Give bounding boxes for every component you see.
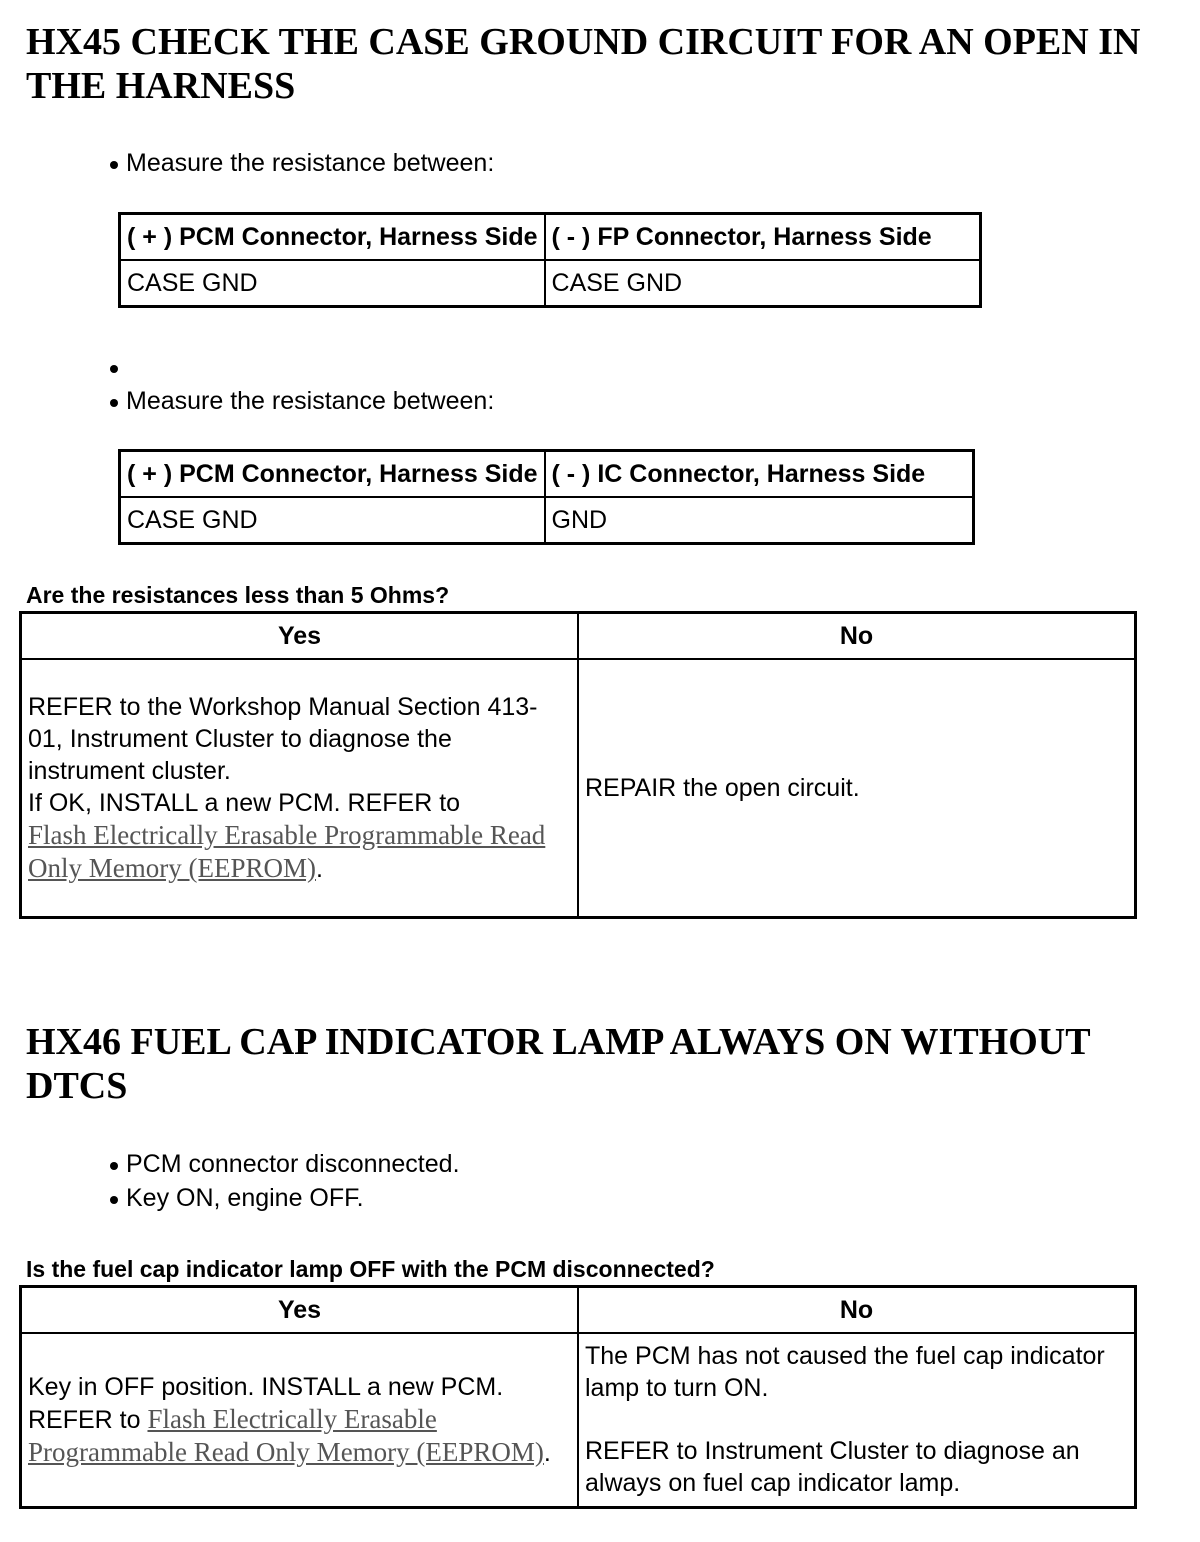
hx46-yes-cell (21, 1333, 579, 1507)
hx45-yes-end: . (315, 854, 323, 883)
hx46-no-text-1: The PCM has not caused the fuel cap indicator lamp to turn ON. (585, 1342, 1105, 1402)
hx45-answer-table (19, 611, 1137, 919)
hx45-bullet-measure-2: Measure the resistance between: (108, 384, 494, 418)
hx46-answer-table (19, 1285, 1137, 1509)
hx45-measure-table-1 (118, 212, 982, 308)
hx46-bullet-key: Key ON, engine OFF. (108, 1181, 460, 1215)
table2-header-pcm: ( + ) PCM Connector, Harness Side (120, 451, 545, 498)
hx46-question: Is the fuel cap indicator lamp OFF with the PCM disconnected? (26, 1256, 715, 1282)
hx45-title: HX45 CHECK THE CASE GROUND CIRCUIT FOR AN OPEN IN THE HARNESS (26, 21, 1141, 107)
hx46-no-text-2: REFER to Instrument Cluster to diagnose an always on fuel cap indicator lamp. (585, 1437, 1080, 1497)
hx46-bullets (108, 1147, 460, 1215)
hx46-bullet-pcm: PCM connector disconnected. (108, 1147, 460, 1181)
table2-cell-ic: GND (545, 497, 974, 544)
hx45-yes-text-1: REFER to the Workshop Manual Section 413-01, Instrument Cluster to diagnose the instrument cluster. (28, 692, 538, 785)
table2-header-ic: ( - ) IC Connector, Harness Side (545, 451, 974, 498)
hx45-question: Are the resistances less than 5 Ohms? (26, 582, 450, 608)
hx45-measure-table-2 (118, 449, 975, 545)
hx46-yes-text: Key in OFF position. INSTALL a new PCM. REFER to (28, 1372, 504, 1434)
hx46-eeprom-link[interactable]: Flash Electrically Erasable Programmable Read Only Memory (EEPROM) (28, 1403, 544, 1467)
hx45-yes-cell (21, 659, 579, 917)
hx45-bullet-empty (108, 350, 494, 384)
table1-cell-pcm: CASE GND (120, 260, 545, 307)
table1-header-fp: ( - ) FP Connector, Harness Side (545, 214, 981, 261)
hx45-yes-text-2: If OK, INSTALL a new PCM. REFER to (28, 788, 461, 817)
table1-header-pcm: ( + ) PCM Connector, Harness Side (120, 214, 545, 261)
hx46-yes-header: Yes (21, 1287, 579, 1334)
hx45-bullet-measure-1: Measure the resistance between: (108, 146, 494, 180)
hx46-no-header: No (578, 1287, 1136, 1334)
hx46-yes-end: . (543, 1438, 551, 1467)
hx45-yes-header: Yes (21, 613, 579, 660)
hx45-bullets-1 (108, 146, 494, 180)
table1-cell-fp: CASE GND (545, 260, 981, 307)
hx45-no-header: No (578, 613, 1136, 660)
hx45-eeprom-link[interactable]: Flash Electrically Erasable Programmable Read Only Memory (EEPROM) (28, 819, 546, 883)
hx45-bullets-2 (108, 350, 494, 418)
hx46-title: HX46 FUEL CAP INDICATOR LAMP ALWAYS ON WITHOUT DTCS (26, 1021, 1090, 1107)
table2-cell-pcm: CASE GND (120, 497, 545, 544)
hx45-no-cell: REPAIR the open circuit. (578, 659, 1136, 917)
hx46-no-cell (578, 1333, 1136, 1507)
